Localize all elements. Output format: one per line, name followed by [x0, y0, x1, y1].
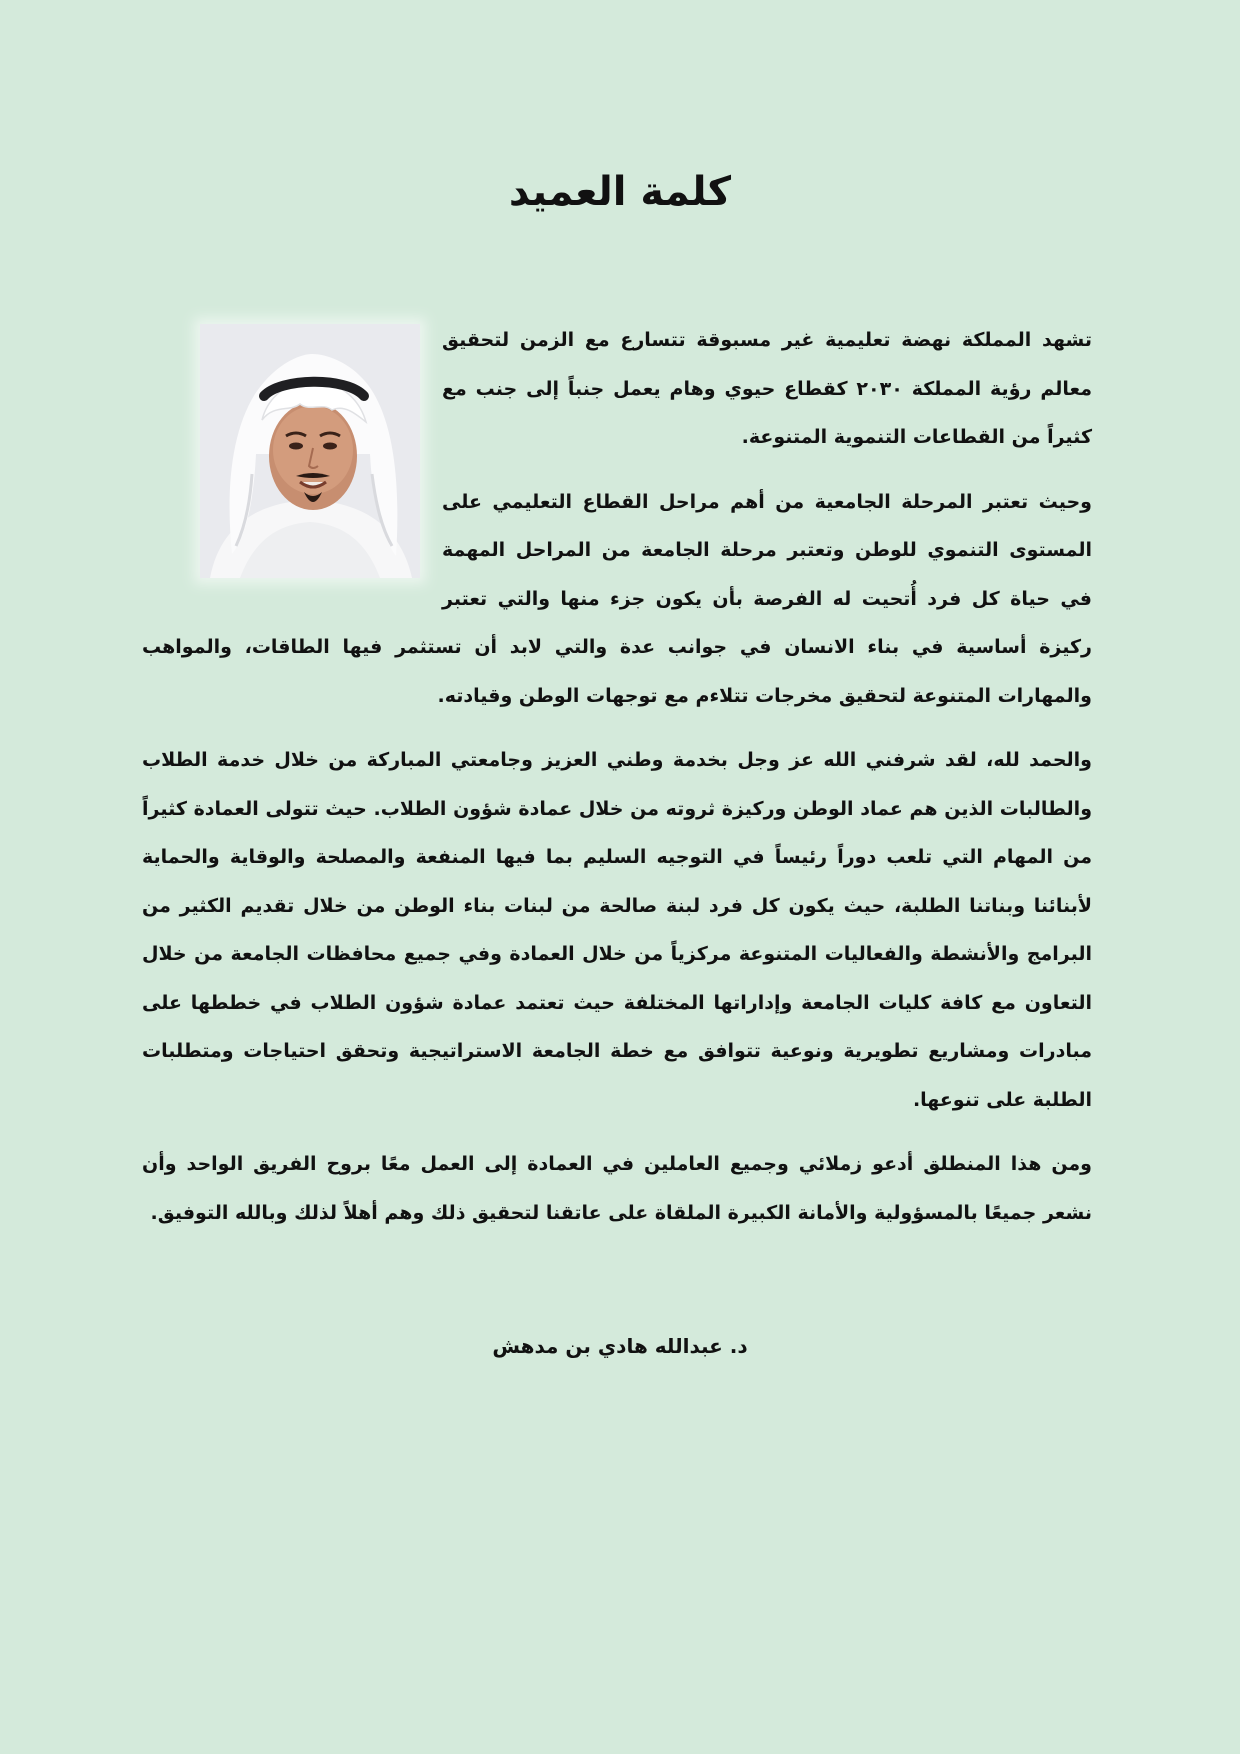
- photo-space: [142, 316, 442, 616]
- paragraph-student-affairs: والحمد لله، لقد شرفني الله عز وجل بخدمة وطني العزيز وجامعتي المباركة من خلال خدمة الطلاب والطالبات الذين هم عماد الوطن وركيزة ثروته من خلال عمادة شؤون الطلاب. حيث تتولى العمادة كثيراً من المهام التي تلعب دوراً رئيساً في التوجيه السليم بما فيها المنفعة والمصلحة والوقاية والحماية لأبنائنا وبناتنا الطلبة، حيث يكون كل فرد لبنة صالحة من لبنات بناء الوطن من خلال تقديم الكثير من البرامج والأنشطة والفعاليات المتنوعة مركزياً من خلال العمادة وفي جميع محافظات الجامعة من خلال التعاون مع كافة كليات الجامعة وإداراتها المختلفة حيث تعتمد عمادة شؤون الطلاب في خططها على مبادرات ومشاريع تطويرية ونوعية تتوافق مع خطة الجامعة الاستراتيجية وتحقق احتياجات ومتطلبات الطلبة على تنوعها.: [142, 749, 1092, 1111]
- page-title: كلمة العميد: [508, 169, 732, 215]
- paragraph-intro: تشهد المملكة نهضة تعليمية غير مسبوقة تتسارع مع الزمن لتحقيق معالم رؤية المملكة ٢٠٣٠ كقطاع حيوي وهام يعمل جنباً إلى جنب مع كثيراً من القطاعات التنموية المتنوعة.: [442, 329, 1092, 448]
- signature: د. عبدالله هادي بن مدهش: [492, 1334, 748, 1358]
- paragraph-closing: ومن هذا المنطلق أدعو زملائي وجميع العاملين في العمادة إلى العمل معًا بروح الفريق الواحد وأن نشعر جميعًا بالمسؤولية والأمانة الكبيرة الملقاة على عاتقنا لتحقيق ذلك وهم أهلاً لذلك وبالله التوفيق.: [142, 1153, 1092, 1224]
- letter-body: [142, 316, 1092, 1253]
- paragraph-university-stage: وحيث تعتبر المرحلة الجامعية من أهم مراحل القطاع التعليمي على المستوى التنموي للوطن وتعتبر مرحلة الجامعة من المراحل المهمة في حياة كل فرد أُتحيت له الفرصة بأن يكون جزء منها والتي تعتبر ركيزة أساسية في بناء الانسان في جوانب عدة والتي لابد أن تستثمر فيها الطاقات، والمواهب والمهارات المتنوعة لتحقيق مخرجات تتلاءم مع توجهات الوطن وقيادته.: [142, 490, 1092, 707]
